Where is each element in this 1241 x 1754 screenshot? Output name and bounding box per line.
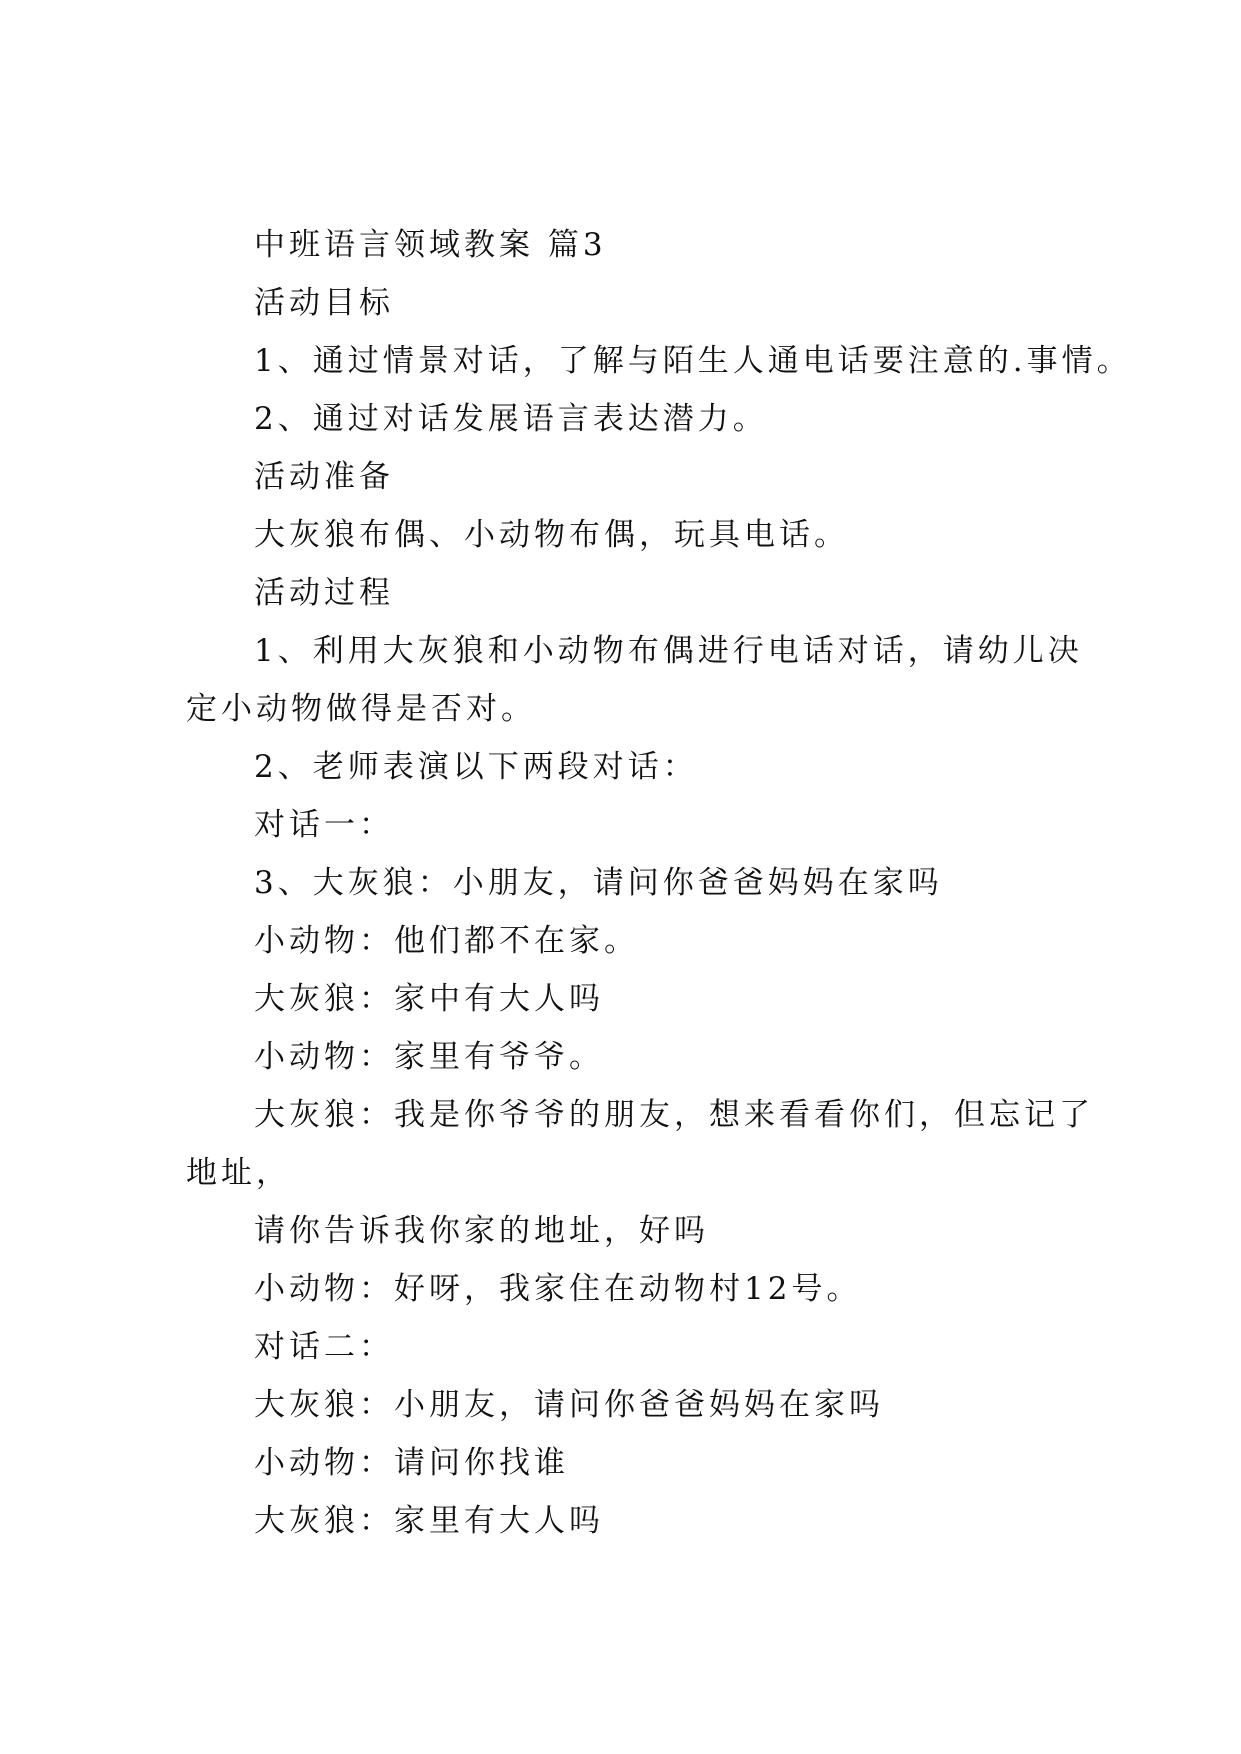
dialogue-line: 大灰狼：家中有大人吗 <box>254 981 604 1017</box>
section-heading-preparation: 活动准备 <box>254 459 394 495</box>
dialogue-line: 大灰狼：家里有大人吗 <box>254 1503 604 1539</box>
dialogue-line: 大灰狼：我是你爷爷的朋友，想来看看你们，但忘记了 <box>254 1097 1094 1133</box>
dialogue-line: 小动物：请问你找谁 <box>254 1445 569 1481</box>
dialogue-line: 大灰狼：小朋友，请问你爸爸妈妈在家吗 <box>254 1387 884 1423</box>
dialogue-line: 请你告诉我你家的地址，好吗 <box>254 1213 709 1249</box>
dialogue-heading: 对话二： <box>254 1329 394 1365</box>
dialogue-line: 小动物：家里有爷爷。 <box>254 1039 604 1075</box>
paragraph-line: 2、老师表演以下两段对话： <box>254 749 698 785</box>
paragraph-line-continuation: 定小动物做得是否对。 <box>186 691 536 727</box>
dialogue-line-continuation: 地址， <box>186 1155 291 1191</box>
section-heading-process: 活动过程 <box>254 575 394 611</box>
section-heading-goals: 活动目标 <box>254 285 394 321</box>
paragraph-line: 大灰狼布偶、小动物布偶，玩具电话。 <box>254 517 849 553</box>
document-body <box>186 216 1132 1550</box>
dialogue-heading: 对话一： <box>254 807 394 843</box>
dialogue-line: 小动物：好呀，我家住在动物村12号。 <box>254 1271 862 1307</box>
paragraph-line: 1、利用大灰狼和小动物布偶进行电话对话，请幼儿决 <box>254 633 1083 669</box>
dialogue-line: 3、大灰狼：小朋友，请问你爸爸妈妈在家吗 <box>254 865 943 901</box>
dialogue-line: 小动物：他们都不在家。 <box>254 923 639 959</box>
paragraph-line: 2、通过对话发展语言表达潜力。 <box>254 401 768 437</box>
document-title: 中班语言领域教案 篇3 <box>254 227 607 263</box>
paragraph-line: 1、通过情景对话，了解与陌生人通电话要注意的.事情。 <box>254 343 1132 379</box>
